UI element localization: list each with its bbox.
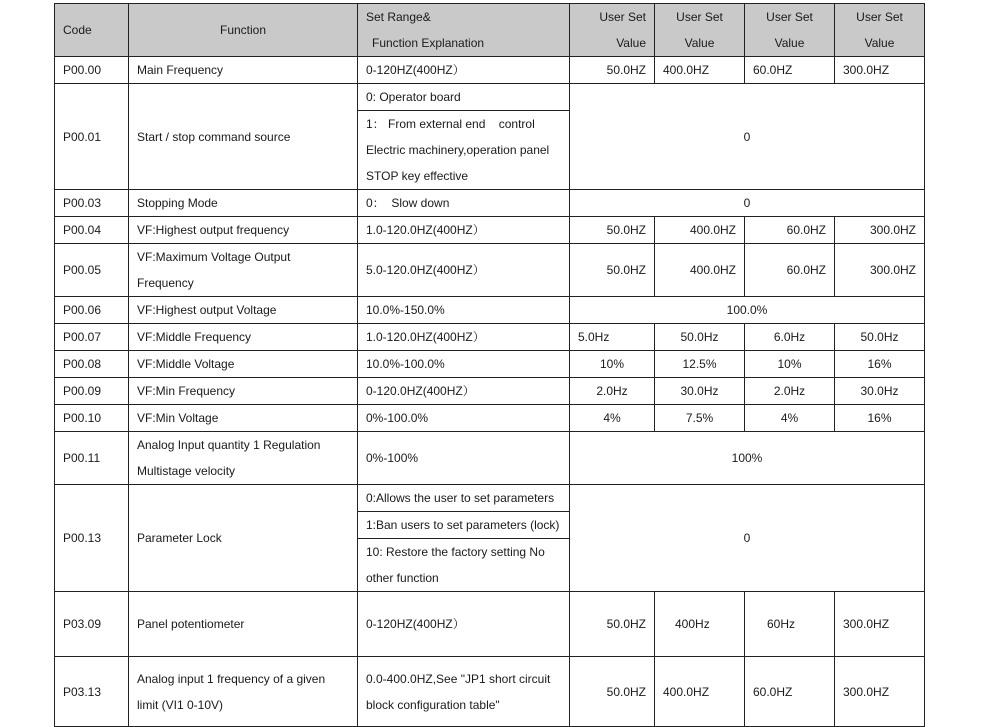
code-cell: P00.00 [55,57,129,84]
header-user-set-4 [835,4,925,57]
function-text: Analog Input quantity 1 Regulation [137,438,321,452]
table-row [55,485,925,592]
range-cell: 0%-100% [358,432,570,485]
function-cell: VF:Middle Frequency [129,324,358,351]
merged-value-cell: 0 [570,190,925,217]
range-cell: 0-120.0HZ(400HZ） [358,378,570,405]
function-cell: VF:Highest output frequency [129,217,358,244]
range-option: 0:Allows the user to set parameters [358,485,569,512]
table-row [55,297,925,324]
range-text: Electric machinery,operation panel [366,143,550,157]
value-cell: 16% [835,405,925,432]
table-row [55,657,925,727]
function-cell: Parameter Lock [129,485,358,592]
value-cell: 400Hz [655,592,745,657]
table-row [55,84,925,190]
header-value-label: Value [684,36,715,50]
function-cell: Start / stop command source [129,84,358,190]
header-value-label: Value [616,36,646,50]
range-option: 1:Ban users to set parameters (lock) [358,512,569,539]
header-function: Function [129,4,358,57]
code-cell: P00.06 [55,297,129,324]
table-row [55,324,925,351]
range-cell: 0%-100.0% [358,405,570,432]
header-user-set-label: User Set [856,10,903,24]
function-text: Frequency [137,276,194,290]
function-cell [129,432,358,485]
value-cell: 5.0Hz [570,324,655,351]
function-cell: VF:Highest output Voltage [129,297,358,324]
code-cell: P00.07 [55,324,129,351]
value-cell: 4% [570,405,655,432]
value-cell: 4% [745,405,835,432]
function-cell: VF:Middle Voltage [129,351,358,378]
value-cell: 50.0HZ [570,57,655,84]
value-cell: 60.0HZ [745,244,835,297]
function-text: Multistage velocity [137,464,236,478]
value-cell: 400.0HZ [655,657,745,727]
header-user-set-3 [745,4,835,57]
value-cell: 60Hz [745,592,835,657]
header-code: Code [55,4,129,57]
range-cell [358,84,570,190]
range-option: 0: Operator board [358,84,569,111]
code-cell: P00.08 [55,351,129,378]
value-cell: 10% [570,351,655,378]
range-cell: 5.0-120.0HZ(400HZ） [358,244,570,297]
function-cell: Main Frequency [129,57,358,84]
table-row [55,592,925,657]
function-cell: VF:Min Voltage [129,405,358,432]
value-cell: 12.5% [655,351,745,378]
range-text: 10: Restore the factory setting No [366,545,545,559]
code-cell: P00.04 [55,217,129,244]
header-user-set-label: User Set [766,10,813,24]
range-text: other function [366,571,439,585]
code-cell: P03.09 [55,592,129,657]
header-value-label: Value [864,36,895,50]
parameter-table [54,3,925,727]
header-row [55,4,925,57]
parameter-table-wrapper [54,3,925,727]
range-cell: 0-120HZ(400HZ） [358,57,570,84]
value-cell: 10% [745,351,835,378]
value-cell: 300.0HZ [835,657,925,727]
value-cell: 60.0HZ [745,217,835,244]
range-cell: 1.0-120.0HZ(400HZ） [358,324,570,351]
table-row [55,217,925,244]
table-row [55,378,925,405]
value-cell: 50.0HZ [570,244,655,297]
merged-value-cell: 0 [570,485,925,592]
table-row [55,405,925,432]
header-user-set-2 [655,4,745,57]
value-cell: 50.0HZ [570,592,655,657]
table-row [55,351,925,378]
merged-value-cell: 100% [570,432,925,485]
header-set-range [358,4,570,57]
table-row [55,190,925,217]
function-text: VF:Maximum Voltage Output [137,250,291,264]
function-cell: Panel potentiometer [129,592,358,657]
function-cell [129,244,358,297]
range-text: 0.0-400.0HZ,See "JP1 short circuit [366,671,551,686]
range-cell: 10.0%-150.0% [358,297,570,324]
range-cell: 10.0%-100.0% [358,351,570,378]
code-cell: P00.01 [55,84,129,190]
value-cell: 400.0HZ [655,57,745,84]
function-cell: Stopping Mode [129,190,358,217]
value-cell: 16% [835,351,925,378]
value-cell: 50.0HZ [570,657,655,727]
merged-value-cell: 100.0% [570,297,925,324]
merged-value-cell: 0 [570,84,925,190]
value-cell: 400.0HZ [655,217,745,244]
value-cell: 6.0Hz [745,324,835,351]
header-set-range-line1: Set Range& [366,10,431,24]
value-cell: 300.0HZ [835,57,925,84]
range-option [358,111,569,189]
code-cell: P00.10 [55,405,129,432]
function-cell [129,657,358,727]
code-cell: P00.09 [55,378,129,405]
function-text: limit (VI1 0-10V) [137,697,224,712]
value-cell: 2.0Hz [745,378,835,405]
range-cell [358,485,570,592]
function-text: Analog input 1 frequency of a given [137,671,326,686]
range-cell [358,657,570,727]
header-user-set-label: User Set [676,10,723,24]
value-cell: 300.0HZ [835,592,925,657]
header-user-set-1 [570,4,655,57]
value-cell: 50.0Hz [655,324,745,351]
header-set-range-line2: Function Explanation [372,36,485,50]
value-cell: 2.0Hz [570,378,655,405]
range-text: block configuration table" [366,697,500,712]
code-cell: P00.13 [55,485,129,592]
header-value-label: Value [774,36,805,50]
value-cell: 30.0Hz [835,378,925,405]
range-text: STOP key effective [366,169,469,183]
table-row [55,57,925,84]
value-cell: 300.0HZ [835,217,925,244]
value-cell: 300.0HZ [835,244,925,297]
value-cell: 50.0HZ [570,217,655,244]
value-cell: 30.0Hz [655,378,745,405]
code-cell: P00.03 [55,190,129,217]
code-cell: P03.13 [55,657,129,727]
range-cell: 0： Slow down [358,190,570,217]
function-cell: VF:Min Frequency [129,378,358,405]
table-row [55,432,925,485]
value-cell: 60.0HZ [745,57,835,84]
range-option [358,539,569,591]
range-cell: 1.0-120.0HZ(400HZ） [358,217,570,244]
code-cell: P00.05 [55,244,129,297]
range-cell: 0-120HZ(400HZ） [358,592,570,657]
value-cell: 50.0Hz [835,324,925,351]
value-cell: 7.5% [655,405,745,432]
value-cell: 60.0HZ [745,657,835,727]
code-cell: P00.11 [55,432,129,485]
range-text: 1： From external end control [366,117,535,131]
value-cell: 400.0HZ [655,244,745,297]
table-row [55,244,925,297]
header-user-set-label: User Set [599,10,646,24]
